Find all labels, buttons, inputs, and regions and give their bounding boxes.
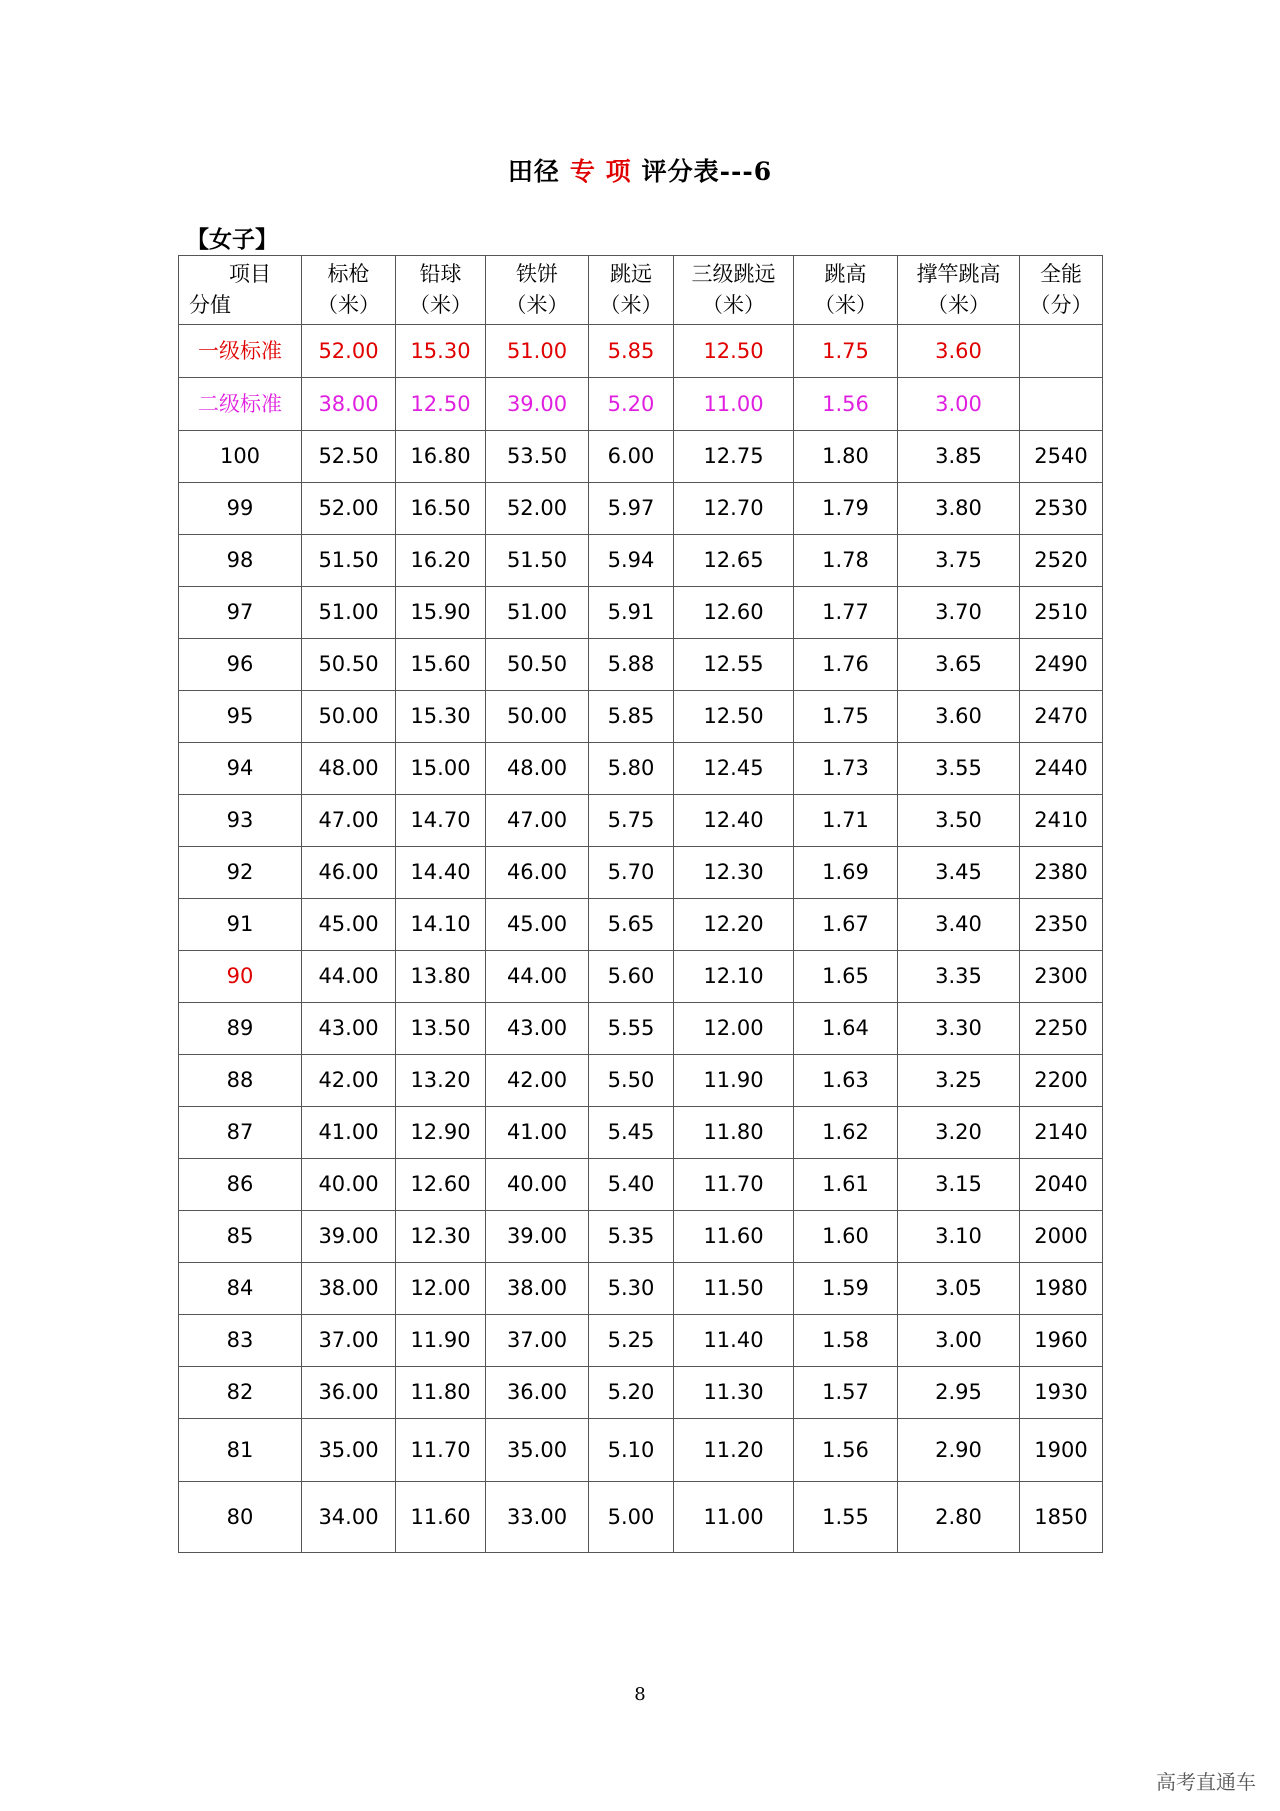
- column-name: 跳高: [824, 262, 867, 286]
- table-row: [179, 795, 1103, 847]
- table-cell: 1.64: [794, 1003, 898, 1055]
- column-unit: （米）: [317, 293, 380, 317]
- table-cell: 12.75: [674, 431, 794, 483]
- table-cell: 43.00: [486, 1003, 589, 1055]
- table-cell: 50.50: [302, 639, 396, 691]
- standard-value: 1.75: [794, 325, 898, 378]
- table-row: [179, 483, 1103, 535]
- table-cell: 52.00: [302, 483, 396, 535]
- score-value: 82: [179, 1367, 302, 1419]
- column-unit: （分）: [1029, 293, 1093, 317]
- table-cell: 2530: [1020, 483, 1103, 535]
- column-name: 撑竿跳高: [916, 262, 1001, 286]
- table-cell: 37.00: [302, 1315, 396, 1367]
- page-number: 8: [634, 1684, 646, 1705]
- table-cell: 3.05: [898, 1263, 1020, 1315]
- standard-row: [179, 325, 1103, 378]
- table-cell: 5.45: [589, 1107, 674, 1159]
- table-cell: 3.85: [898, 431, 1020, 483]
- table-cell: 2520: [1020, 535, 1103, 587]
- standard-row: [179, 378, 1103, 431]
- score-value: 81: [179, 1419, 302, 1482]
- table-cell: 1.56: [794, 1419, 898, 1482]
- corner-line-1: 项目: [229, 262, 271, 286]
- table-cell: 52.50: [302, 431, 396, 483]
- column-unit: （米）: [599, 293, 663, 317]
- table-row: [179, 1315, 1103, 1367]
- table-cell: 1.57: [794, 1367, 898, 1419]
- table-cell: 37.00: [486, 1315, 589, 1367]
- column-header: [302, 256, 396, 325]
- table-cell: 11.60: [396, 1482, 486, 1553]
- table-cell: 1.76: [794, 639, 898, 691]
- standard-value: 11.00: [674, 378, 794, 431]
- table-cell: 36.00: [302, 1367, 396, 1419]
- table-cell: 50.00: [486, 691, 589, 743]
- table-cell: 2.95: [898, 1367, 1020, 1419]
- table-cell: 5.40: [589, 1159, 674, 1211]
- table-cell: 39.00: [302, 1211, 396, 1263]
- table-cell: 1.61: [794, 1159, 898, 1211]
- table-cell: 3.75: [898, 535, 1020, 587]
- table-row: [179, 587, 1103, 639]
- table-cell: 2250: [1020, 1003, 1103, 1055]
- table-cell: 1960: [1020, 1315, 1103, 1367]
- table-row: [179, 1159, 1103, 1211]
- table-cell: 46.00: [302, 847, 396, 899]
- score-value: 98: [179, 535, 302, 587]
- column-header: [486, 256, 589, 325]
- table-cell: 2040: [1020, 1159, 1103, 1211]
- table-cell: 3.65: [898, 639, 1020, 691]
- table-cell: 12.40: [674, 795, 794, 847]
- table-cell: 14.10: [396, 899, 486, 951]
- table-cell: 35.00: [302, 1419, 396, 1482]
- table-cell: 33.00: [486, 1482, 589, 1553]
- table-row: [179, 1211, 1103, 1263]
- table-cell: 5.55: [589, 1003, 674, 1055]
- table-cell: 11.70: [396, 1419, 486, 1482]
- score-value: 90: [179, 951, 302, 1003]
- score-value: 85: [179, 1211, 302, 1263]
- title-part-1: 田径: [507, 157, 560, 186]
- table-cell: 3.30: [898, 1003, 1020, 1055]
- table-cell: 1930: [1020, 1367, 1103, 1419]
- standard-label: 一级标准: [179, 325, 302, 378]
- column-header: [674, 256, 794, 325]
- section-label: 【女子】: [186, 226, 278, 253]
- table-cell: 15.00: [396, 743, 486, 795]
- table-cell: 1.63: [794, 1055, 898, 1107]
- table-cell: 1.55: [794, 1482, 898, 1553]
- table-cell: 5.60: [589, 951, 674, 1003]
- table-cell: 47.00: [486, 795, 589, 847]
- table-cell: 11.50: [674, 1263, 794, 1315]
- table-cell: 1.75: [794, 691, 898, 743]
- table-body: [179, 325, 1103, 1553]
- table-cell: 1.77: [794, 587, 898, 639]
- table-cell: 5.85: [589, 691, 674, 743]
- table-cell: 3.70: [898, 587, 1020, 639]
- table-cell: 5.91: [589, 587, 674, 639]
- table-cell: 12.00: [396, 1263, 486, 1315]
- table-cell: 5.88: [589, 639, 674, 691]
- table-row: [179, 1263, 1103, 1315]
- score-value: 91: [179, 899, 302, 951]
- table-cell: 2.90: [898, 1419, 1020, 1482]
- table-cell: 51.00: [302, 587, 396, 639]
- table-cell: 1.67: [794, 899, 898, 951]
- table-cell: 5.75: [589, 795, 674, 847]
- column-name: 标枪: [327, 262, 370, 286]
- table-cell: 2300: [1020, 951, 1103, 1003]
- table-cell: 2350: [1020, 899, 1103, 951]
- table-cell: 12.30: [396, 1211, 486, 1263]
- table-cell: 2380: [1020, 847, 1103, 899]
- standard-value: 38.00: [302, 378, 396, 431]
- table-cell: 3.40: [898, 899, 1020, 951]
- table-cell: 39.00: [486, 1211, 589, 1263]
- table-row: [179, 535, 1103, 587]
- table-row: [179, 1055, 1103, 1107]
- title-part-2: 专 项: [569, 157, 632, 186]
- table-cell: 12.90: [396, 1107, 486, 1159]
- table-cell: 34.00: [302, 1482, 396, 1553]
- table-cell: 5.80: [589, 743, 674, 795]
- table-cell: 12.00: [674, 1003, 794, 1055]
- score-value: 88: [179, 1055, 302, 1107]
- table-cell: 1.79: [794, 483, 898, 535]
- table-cell: 12.65: [674, 535, 794, 587]
- table-cell: 51.50: [302, 535, 396, 587]
- standard-value: 3.00: [898, 378, 1020, 431]
- table-cell: 6.00: [589, 431, 674, 483]
- column-name: 三级跳远: [691, 262, 776, 286]
- table-cell: 2470: [1020, 691, 1103, 743]
- table-cell: 50.00: [302, 691, 396, 743]
- table-row: [179, 899, 1103, 951]
- table-cell: 41.00: [302, 1107, 396, 1159]
- column-unit: （米）: [814, 293, 877, 317]
- table-cell: 3.50: [898, 795, 1020, 847]
- table-cell: 44.00: [486, 951, 589, 1003]
- table-cell: 3.45: [898, 847, 1020, 899]
- table-cell: 35.00: [486, 1419, 589, 1482]
- table-cell: 11.30: [674, 1367, 794, 1419]
- standard-label: 二级标准: [179, 378, 302, 431]
- table-cell: 13.80: [396, 951, 486, 1003]
- standard-value: 12.50: [674, 325, 794, 378]
- table-cell: 53.50: [486, 431, 589, 483]
- table-cell: 40.00: [486, 1159, 589, 1211]
- standard-value: [1020, 325, 1103, 378]
- standard-value: [1020, 378, 1103, 431]
- column-header: [396, 256, 486, 325]
- score-value: 89: [179, 1003, 302, 1055]
- table-row: [179, 1003, 1103, 1055]
- table-cell: 5.50: [589, 1055, 674, 1107]
- table-row: [179, 639, 1103, 691]
- table-cell: 1.62: [794, 1107, 898, 1159]
- table-cell: 11.70: [674, 1159, 794, 1211]
- standard-value: 3.60: [898, 325, 1020, 378]
- score-value: 87: [179, 1107, 302, 1159]
- table-cell: 45.00: [486, 899, 589, 951]
- column-name: 全能: [1040, 262, 1082, 286]
- column-name: 铅球: [419, 262, 462, 286]
- table-cell: 12.60: [396, 1159, 486, 1211]
- table-cell: 3.55: [898, 743, 1020, 795]
- table-cell: 13.50: [396, 1003, 486, 1055]
- table-cell: 1.65: [794, 951, 898, 1003]
- table-row: [179, 951, 1103, 1003]
- table-cell: 36.00: [486, 1367, 589, 1419]
- table-cell: 3.20: [898, 1107, 1020, 1159]
- score-value: 93: [179, 795, 302, 847]
- table-cell: 43.00: [302, 1003, 396, 1055]
- column-unit: （米）: [702, 293, 765, 317]
- table-cell: 2490: [1020, 639, 1103, 691]
- table-cell: 11.80: [396, 1367, 486, 1419]
- table-cell: 1.73: [794, 743, 898, 795]
- column-name: 跳远: [610, 262, 652, 286]
- table-cell: 3.10: [898, 1211, 1020, 1263]
- table-cell: 11.40: [674, 1315, 794, 1367]
- table-cell: 14.40: [396, 847, 486, 899]
- table-cell: 5.35: [589, 1211, 674, 1263]
- table-row: [179, 691, 1103, 743]
- table-cell: 44.00: [302, 951, 396, 1003]
- score-value: 97: [179, 587, 302, 639]
- table-cell: 12.45: [674, 743, 794, 795]
- table-cell: 5.10: [589, 1419, 674, 1482]
- table-cell: 3.25: [898, 1055, 1020, 1107]
- table-cell: 2.80: [898, 1482, 1020, 1553]
- table-cell: 1980: [1020, 1263, 1103, 1315]
- table-cell: 15.30: [396, 691, 486, 743]
- table-cell: 3.35: [898, 951, 1020, 1003]
- standard-value: 1.56: [794, 378, 898, 431]
- standard-value: 5.20: [589, 378, 674, 431]
- table-cell: 12.60: [674, 587, 794, 639]
- corner-line-2: 分值: [189, 293, 231, 317]
- table-row: [179, 1107, 1103, 1159]
- table-cell: 12.20: [674, 899, 794, 951]
- table-cell: 14.70: [396, 795, 486, 847]
- standard-value: 39.00: [486, 378, 589, 431]
- column-header: [794, 256, 898, 325]
- table-cell: 3.15: [898, 1159, 1020, 1211]
- table-cell: 3.80: [898, 483, 1020, 535]
- standard-value: 51.00: [486, 325, 589, 378]
- table-cell: 38.00: [486, 1263, 589, 1315]
- table-cell: 12.50: [674, 691, 794, 743]
- table-row: [179, 1419, 1103, 1482]
- table-cell: 1.58: [794, 1315, 898, 1367]
- score-value: 84: [179, 1263, 302, 1315]
- table-cell: 15.60: [396, 639, 486, 691]
- table-cell: 45.00: [302, 899, 396, 951]
- standard-value: 5.85: [589, 325, 674, 378]
- header-row: [179, 256, 1103, 325]
- score-value: 86: [179, 1159, 302, 1211]
- column-unit: （米）: [409, 293, 472, 317]
- table-cell: 50.50: [486, 639, 589, 691]
- table-cell: 5.94: [589, 535, 674, 587]
- standard-value: 15.30: [396, 325, 486, 378]
- table-cell: 11.20: [674, 1419, 794, 1482]
- table-cell: 52.00: [486, 483, 589, 535]
- table-cell: 1.69: [794, 847, 898, 899]
- table-cell: 5.20: [589, 1367, 674, 1419]
- score-value: 99: [179, 483, 302, 535]
- table-row: [179, 743, 1103, 795]
- table-cell: 16.20: [396, 535, 486, 587]
- page-title: [0, 152, 1280, 188]
- table-cell: 2140: [1020, 1107, 1103, 1159]
- table-cell: 5.65: [589, 899, 674, 951]
- column-header: [1020, 256, 1103, 325]
- column-name: 铁饼: [516, 262, 558, 286]
- table-cell: 42.00: [302, 1055, 396, 1107]
- standard-value: 52.00: [302, 325, 396, 378]
- table-cell: 16.80: [396, 431, 486, 483]
- table-cell: 46.00: [486, 847, 589, 899]
- table-cell: 48.00: [302, 743, 396, 795]
- table-cell: 2200: [1020, 1055, 1103, 1107]
- table-cell: 51.00: [486, 587, 589, 639]
- table-cell: 11.90: [396, 1315, 486, 1367]
- standard-value: 12.50: [396, 378, 486, 431]
- column-header: [898, 256, 1020, 325]
- table-cell: 42.00: [486, 1055, 589, 1107]
- table-cell: 1.60: [794, 1211, 898, 1263]
- table-cell: 1.78: [794, 535, 898, 587]
- table-cell: 38.00: [302, 1263, 396, 1315]
- title-part-3: 评分表---6: [641, 157, 773, 186]
- table-cell: 15.90: [396, 587, 486, 639]
- table-cell: 5.70: [589, 847, 674, 899]
- table-cell: 11.90: [674, 1055, 794, 1107]
- table-row: [179, 1367, 1103, 1419]
- score-table: [178, 255, 1103, 1553]
- table-row: [179, 1482, 1103, 1553]
- table-cell: 16.50: [396, 483, 486, 535]
- table-cell: 5.25: [589, 1315, 674, 1367]
- table-row: [179, 847, 1103, 899]
- table-cell: 2540: [1020, 431, 1103, 483]
- table-cell: 41.00: [486, 1107, 589, 1159]
- column-header: [589, 256, 674, 325]
- watermark: 高考直通车: [1156, 1770, 1256, 1794]
- table-cell: 11.00: [674, 1482, 794, 1553]
- score-value: 100: [179, 431, 302, 483]
- table-cell: 2510: [1020, 587, 1103, 639]
- column-unit: （米）: [505, 293, 569, 317]
- table-cell: 51.50: [486, 535, 589, 587]
- table-cell: 48.00: [486, 743, 589, 795]
- score-value: 92: [179, 847, 302, 899]
- table-cell: 5.00: [589, 1482, 674, 1553]
- table-cell: 12.55: [674, 639, 794, 691]
- table-cell: 1.71: [794, 795, 898, 847]
- score-value: 95: [179, 691, 302, 743]
- score-value: 83: [179, 1315, 302, 1367]
- table-cell: 11.60: [674, 1211, 794, 1263]
- table-cell: 5.30: [589, 1263, 674, 1315]
- table-cell: 11.80: [674, 1107, 794, 1159]
- table-cell: 1850: [1020, 1482, 1103, 1553]
- table-cell: 12.30: [674, 847, 794, 899]
- table-cell: 13.20: [396, 1055, 486, 1107]
- table-cell: 12.70: [674, 483, 794, 535]
- table-cell: 3.60: [898, 691, 1020, 743]
- score-value: 94: [179, 743, 302, 795]
- table-cell: 2000: [1020, 1211, 1103, 1263]
- table-row: [179, 431, 1103, 483]
- header-corner: [179, 256, 302, 325]
- table-cell: 1900: [1020, 1419, 1103, 1482]
- table-cell: 40.00: [302, 1159, 396, 1211]
- score-value: 80: [179, 1482, 302, 1553]
- table-cell: 1.59: [794, 1263, 898, 1315]
- table-cell: 3.00: [898, 1315, 1020, 1367]
- score-value: 96: [179, 639, 302, 691]
- table-cell: 5.97: [589, 483, 674, 535]
- table-cell: 47.00: [302, 795, 396, 847]
- table-cell: 1.80: [794, 431, 898, 483]
- table-cell: 2410: [1020, 795, 1103, 847]
- table-cell: 2440: [1020, 743, 1103, 795]
- table-cell: 12.10: [674, 951, 794, 1003]
- column-unit: （米）: [927, 293, 990, 317]
